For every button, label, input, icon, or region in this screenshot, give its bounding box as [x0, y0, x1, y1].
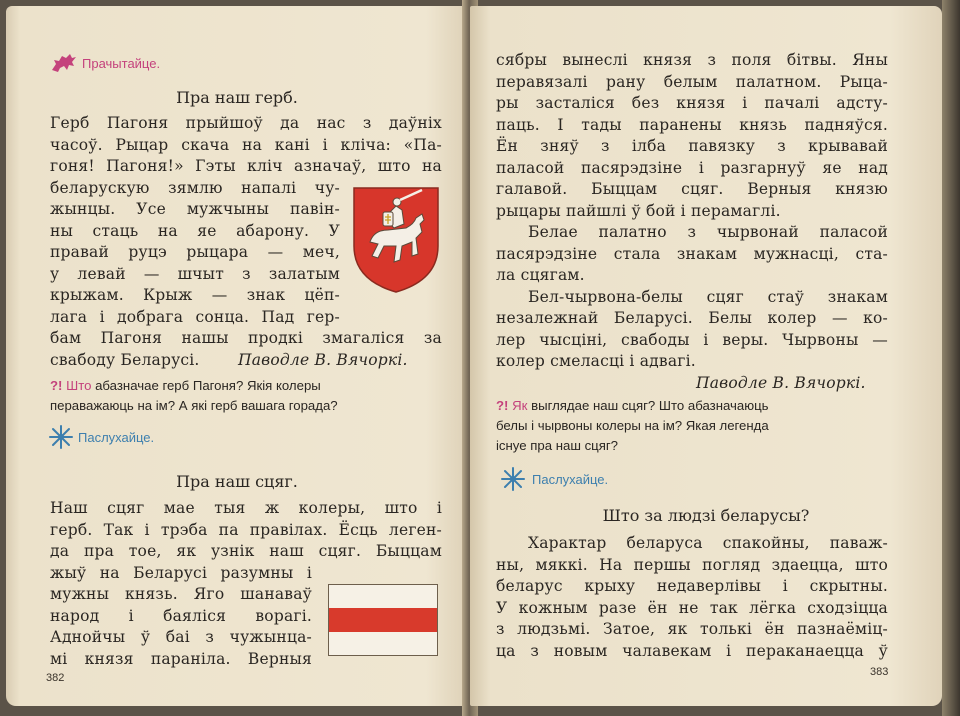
section-header-read: Прачытайце. [82, 56, 161, 71]
para-line-7: галавой. Быццам сцяг. Верныя князю [496, 180, 888, 198]
para3-line-5: з людзьмі. Затое, як толькі ён пазнаёміц- [496, 620, 888, 638]
para1-line-1: Герб Пагоня прыйшоў да нас з даўніх [50, 114, 442, 132]
title-flag: Пра наш сцяг. [176, 472, 298, 491]
left-page [6, 6, 468, 706]
para1-line-9: крыжам. Крыж — знак цёп- [50, 286, 340, 304]
para-line-15: колер смеласці і адвагі. [496, 352, 696, 370]
white-red-white-flag-image [328, 584, 438, 656]
horse-icon [50, 52, 78, 74]
para1-line-2: часоў. Рыцар скача на кані і кліча: «Па- [50, 135, 442, 154]
title-belarusians: Што за людзі беларусы? [602, 506, 810, 525]
para-line-14: лер чысціні, свабоды і веры. Чырвоны — [496, 330, 888, 349]
para-line-11: ла сцягам. [496, 266, 585, 284]
para3-line-4: У кожным разе ён не так лёгка сходзіцца [496, 598, 888, 617]
para-line-12: Бел-чырвона-белы сцяг стаў знакам [528, 287, 888, 306]
question-flag: ?! Як выглядае наш сцяг? Што абазначаюць [496, 398, 769, 413]
para-line-3: ры засталіся без князя і пачалі адсту- [496, 94, 888, 112]
para2-line-3: да пра тое, як узнік наш сцяг. Быццам [50, 542, 442, 560]
para2-line-7: Аднойчы ў баі з чужынца- [50, 628, 312, 646]
question-mark-icon: ?! [50, 378, 63, 393]
para1-line-11: бам Пагоня нашы продкі змагаліся за [50, 329, 442, 347]
right-page [470, 6, 942, 706]
para3-line-6: ца з новым чалавекам і пераканаецца ў [496, 641, 888, 660]
para-line-8: рыцары пайшлі ў бой і перамаглі. [496, 201, 781, 220]
para1-line-5: жынцы. Усе мужчыны павін- [50, 200, 340, 218]
para-line-6: паласой пасярэдзіне і разгарнуў яе над [496, 158, 888, 177]
flag-red-stripe [329, 608, 437, 632]
snowflake-icon [500, 466, 526, 492]
section-header-listen: Паслухайце. [78, 430, 155, 445]
para1-line-7: правай руцэ рыцара — меч, [50, 243, 340, 261]
para1-line-6: ны стаць на яе абарону. У [50, 221, 340, 240]
para2-line-4: жыў на Беларусі разумны і [50, 563, 312, 582]
para-line-5: Ён зняў з ілба павязку з крывавай [496, 137, 888, 155]
question-flag-line-2: белы і чырвоны колеры на ім? Якая легенда [496, 418, 769, 433]
pahonia-coat-of-arms-image [350, 184, 442, 296]
question-coat-of-arms-line-2: пераважаюць на ім? А які герб вашага горада? [50, 398, 338, 413]
para2-line-2: герб. Так і трэба па правілах. Ёсць леген- [50, 520, 442, 539]
para1-line-3: гоня! Пагоня!» Гэты кліч азначаў, што на [50, 157, 442, 175]
question-mark-icon: ?! [496, 398, 509, 413]
para3-line-2: ны, мяккі. На першы погляд здаецца, што [496, 555, 888, 574]
para-line-2: перавязалі рану белым палатном. Рыца- [496, 72, 888, 91]
para2-line-8: мі князя параніла. Верныя [50, 649, 312, 668]
para1-last-line: свабоду Беларусі. [50, 350, 200, 369]
para1-line-8: у левай — шчыт з залатым [50, 264, 340, 283]
para-line-4: паць. І тады паранены князь падняўся. [496, 115, 888, 134]
para2-line-1: Наш сцяг мае тыя ж колеры, што і [50, 499, 442, 517]
snowflake-icon [48, 424, 74, 450]
para2-line-5: мужны князь. Яго шанаваў [50, 585, 312, 603]
para1-line-4: беларускую зямлю напалі чу- [50, 178, 340, 197]
page-number-left: 382 [46, 672, 65, 684]
para3-line-3: беларус крыху недаверлівы і скрытны. [496, 577, 888, 595]
section-header-listen-2: Паслухайце. [532, 472, 609, 487]
para1-author: Паводле В. Вячоркі. [238, 350, 408, 369]
para3-line-1: Характар беларуса спакойны, паваж- [528, 534, 888, 552]
para-line-9: Белае палатно з чырвонай паласой [528, 223, 888, 241]
para-line-13: незалежнай Беларусі. Белы колер — ко- [496, 309, 888, 327]
question-flag-line-3: існуе пра наш сцяг? [496, 438, 619, 453]
page-number-right: 383 [870, 666, 889, 678]
title-coat-of-arms: Пра наш герб. [176, 88, 298, 107]
book-edge [942, 0, 960, 716]
author-signature: Паводле В. Вячоркі. [696, 373, 866, 392]
para1-line-10: лага і добрага сонца. Пад гер- [50, 307, 340, 326]
para-line-1: сябры вынеслі князя з поля бітвы. Яны [496, 51, 888, 69]
para-line-10: пасярэдзіне стала знакам мужнасці, ста- [496, 244, 888, 263]
para2-line-6: народ і баяліся ворагі. [50, 606, 312, 625]
question-coat-of-arms: ?! Што абазначае герб Пагоня? Якія колеры [50, 378, 321, 393]
